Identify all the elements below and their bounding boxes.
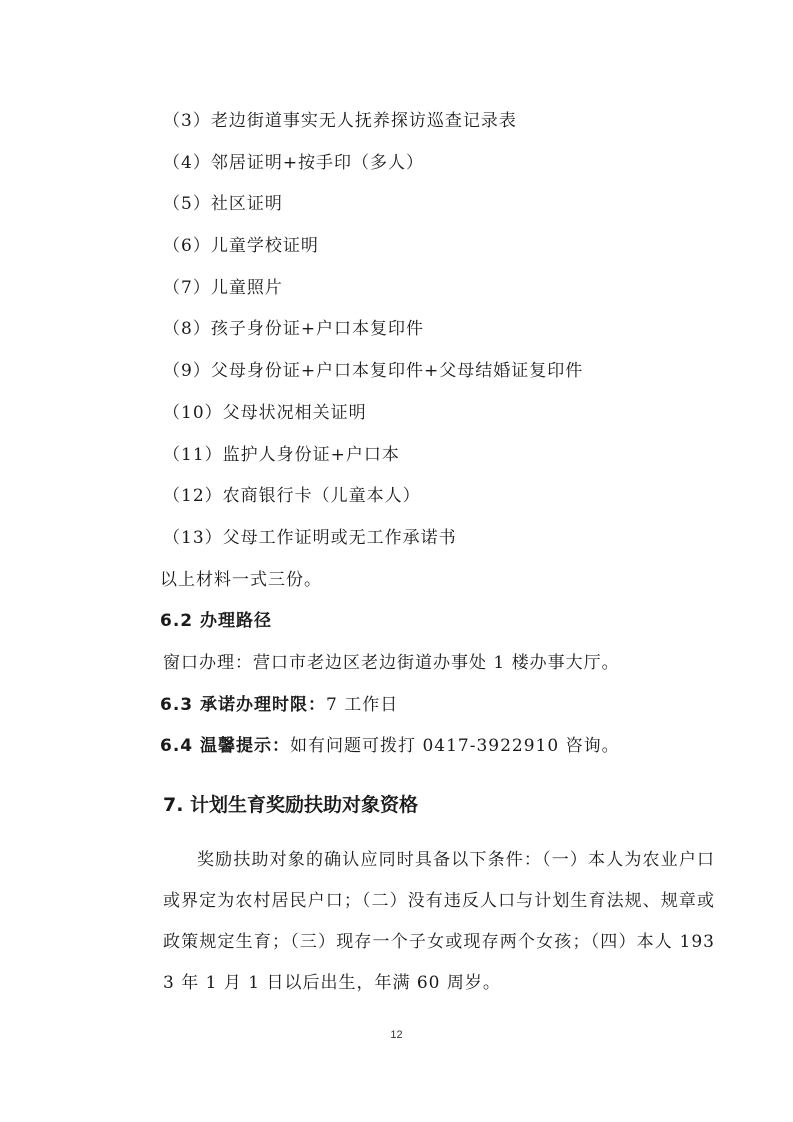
material-item-13: （13）父母工作证明或无工作承诺书 bbox=[163, 528, 457, 548]
material-item-5: （5）社区证明 bbox=[163, 194, 283, 214]
copies-note: 以上材料一式三份。 bbox=[160, 570, 322, 590]
material-item-9: （9）父母身份证+户口本复印件+父母结婚证复印件 bbox=[163, 361, 584, 381]
section-6-2-heading: 6.2 办理路径 bbox=[160, 611, 273, 631]
material-item-6: （6）儿童学校证明 bbox=[163, 236, 319, 256]
material-item-4: （4）邻居证明+按手印（多人） bbox=[163, 153, 425, 173]
material-item-11: （11）监护人身份证+户口本 bbox=[163, 445, 400, 465]
material-item-12: （12）农商银行卡（儿童本人） bbox=[163, 486, 421, 506]
section-6-2-text: 窗口办理：营口市老边区老边街道办事处 1 楼办事大厅。 bbox=[163, 653, 620, 673]
material-item-10: （10）父母状况相关证明 bbox=[163, 403, 367, 423]
section-7-heading: 7. 计划生育奖励扶助对象资格 bbox=[163, 794, 419, 816]
material-item-7: （7）儿童照片 bbox=[163, 278, 283, 298]
material-item-3: （3）老边街道事实无人抚养探访巡查记录表 bbox=[163, 111, 517, 131]
section-6-3-value: 7 工作日 bbox=[326, 695, 399, 715]
page-number: 12 bbox=[390, 1029, 403, 1041]
section-6-4-value: 如有问题可拨打 0417-3922910 咨询。 bbox=[290, 736, 620, 756]
section-6-4-label: 6.4 温馨提示： bbox=[160, 736, 291, 756]
section-6-3-label: 6.3 承诺办理时限： bbox=[160, 695, 327, 715]
material-item-8: （8）孩子身份证+户口本复印件 bbox=[163, 319, 425, 339]
section-6-4 bbox=[160, 731, 620, 756]
section-6-3 bbox=[160, 690, 398, 715]
section-7-paragraph: 奖励扶助对象的确认应同时具备以下条件：（一）本人为农业户口或界定为农村居民户口；（二）没有违反人口与计划生育法规、规章或政策规定生育；（三）现存一个子女或现存两个女孩；（四）本人 1933 年 1 月 1 日以后出生，年满 60 周岁。 bbox=[163, 850, 715, 993]
